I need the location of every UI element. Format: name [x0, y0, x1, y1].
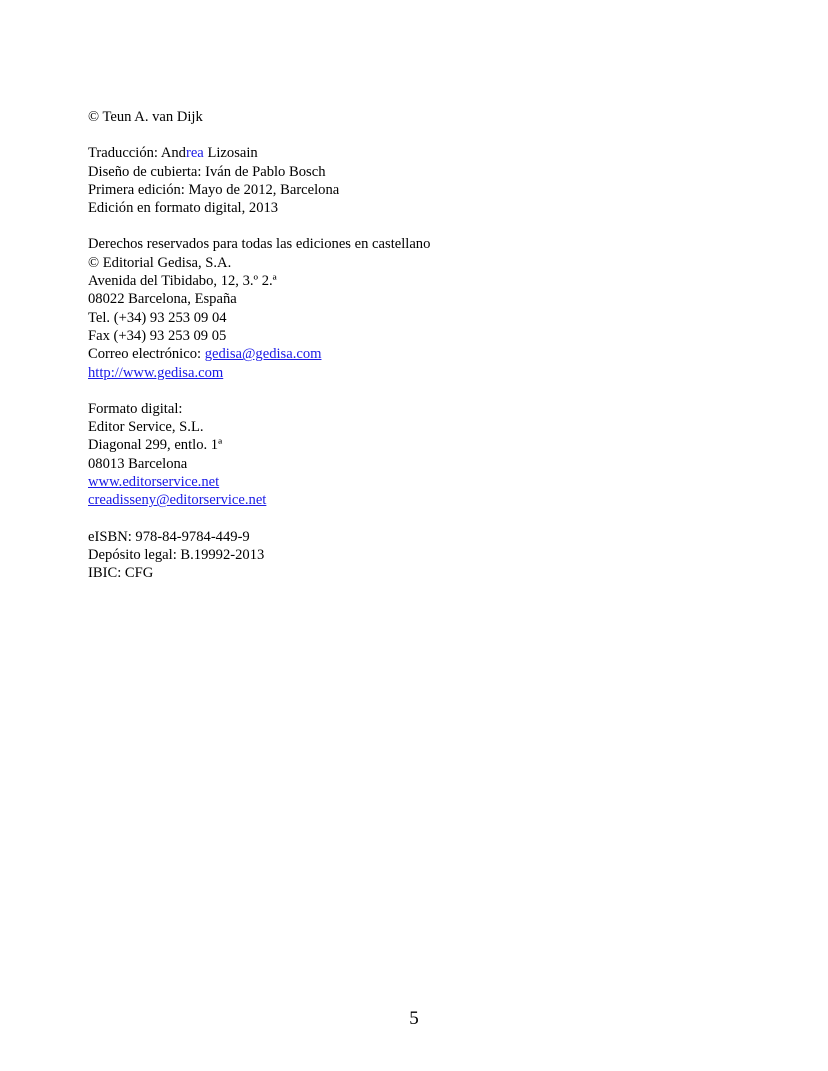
legal-deposit-line: Depósito legal: B.19992-2013 [88, 546, 265, 563]
credit-translation-prefix: Traducción: And [88, 145, 186, 162]
credit-line-translation [88, 144, 708, 162]
digital-format-website-line [88, 473, 708, 491]
credit-line-first-edition: Primera edición: Mayo de 2012, Barcelona [88, 181, 340, 198]
digital-format-heading: Formato digital: [88, 400, 183, 417]
publisher-email-line [88, 345, 708, 363]
digital-format-website-link[interactable]: www.editorservice.net [88, 474, 220, 491]
rights-reserved-line: Derechos reservados para todas las ediciones en castellano [88, 236, 431, 253]
publisher-phone: Tel. (+34) 93 253 09 04 [88, 309, 227, 326]
credit-translation-accent: rea [185, 145, 204, 162]
publisher-name: © Editorial Gedisa, S.A. [88, 254, 232, 271]
credit-translation-suffix: Lizosain [203, 145, 258, 162]
identifiers-block [88, 528, 708, 583]
digital-format-email-link[interactable]: creadisseny@editorservice.net [88, 492, 267, 509]
publisher-fax: Fax (+34) 93 253 09 05 [88, 327, 227, 344]
publisher-email-label: Correo electrónico: [88, 346, 205, 363]
publisher-website-line [88, 364, 708, 382]
ibic-line: IBIC: CFG [88, 565, 154, 582]
copyright-block [88, 108, 708, 126]
publisher-block [88, 235, 708, 381]
publisher-email-link[interactable]: gedisa@gedisa.com [204, 346, 322, 363]
digital-format-address: Diagonal 299, entlo. 1ª [88, 437, 223, 454]
digital-format-email-line [88, 491, 708, 509]
publisher-address: Avenida del Tibidabo, 12, 3.º 2.ª [88, 273, 277, 290]
eisbn-line: eISBN: 978-84-9784-449-9 [88, 528, 250, 545]
digital-format-block [88, 400, 708, 510]
publisher-city: 08022 Barcelona, España [88, 291, 237, 308]
credits-block [88, 144, 708, 217]
digital-format-company: Editor Service, S.L. [88, 419, 204, 436]
credit-line-digital-edition: Edición en formato digital, 2013 [88, 200, 279, 217]
copyright-line: © Teun A. van Dijk [88, 109, 203, 125]
publisher-website-link[interactable]: http://www.gedisa.com [88, 364, 224, 381]
page-number: 5 [409, 1008, 419, 1029]
credit-line-cover-design: Diseño de cubierta: Iván de Pablo Bosch [88, 163, 326, 180]
copyright-page-content [88, 108, 708, 601]
digital-format-city: 08013 Barcelona [88, 455, 188, 472]
